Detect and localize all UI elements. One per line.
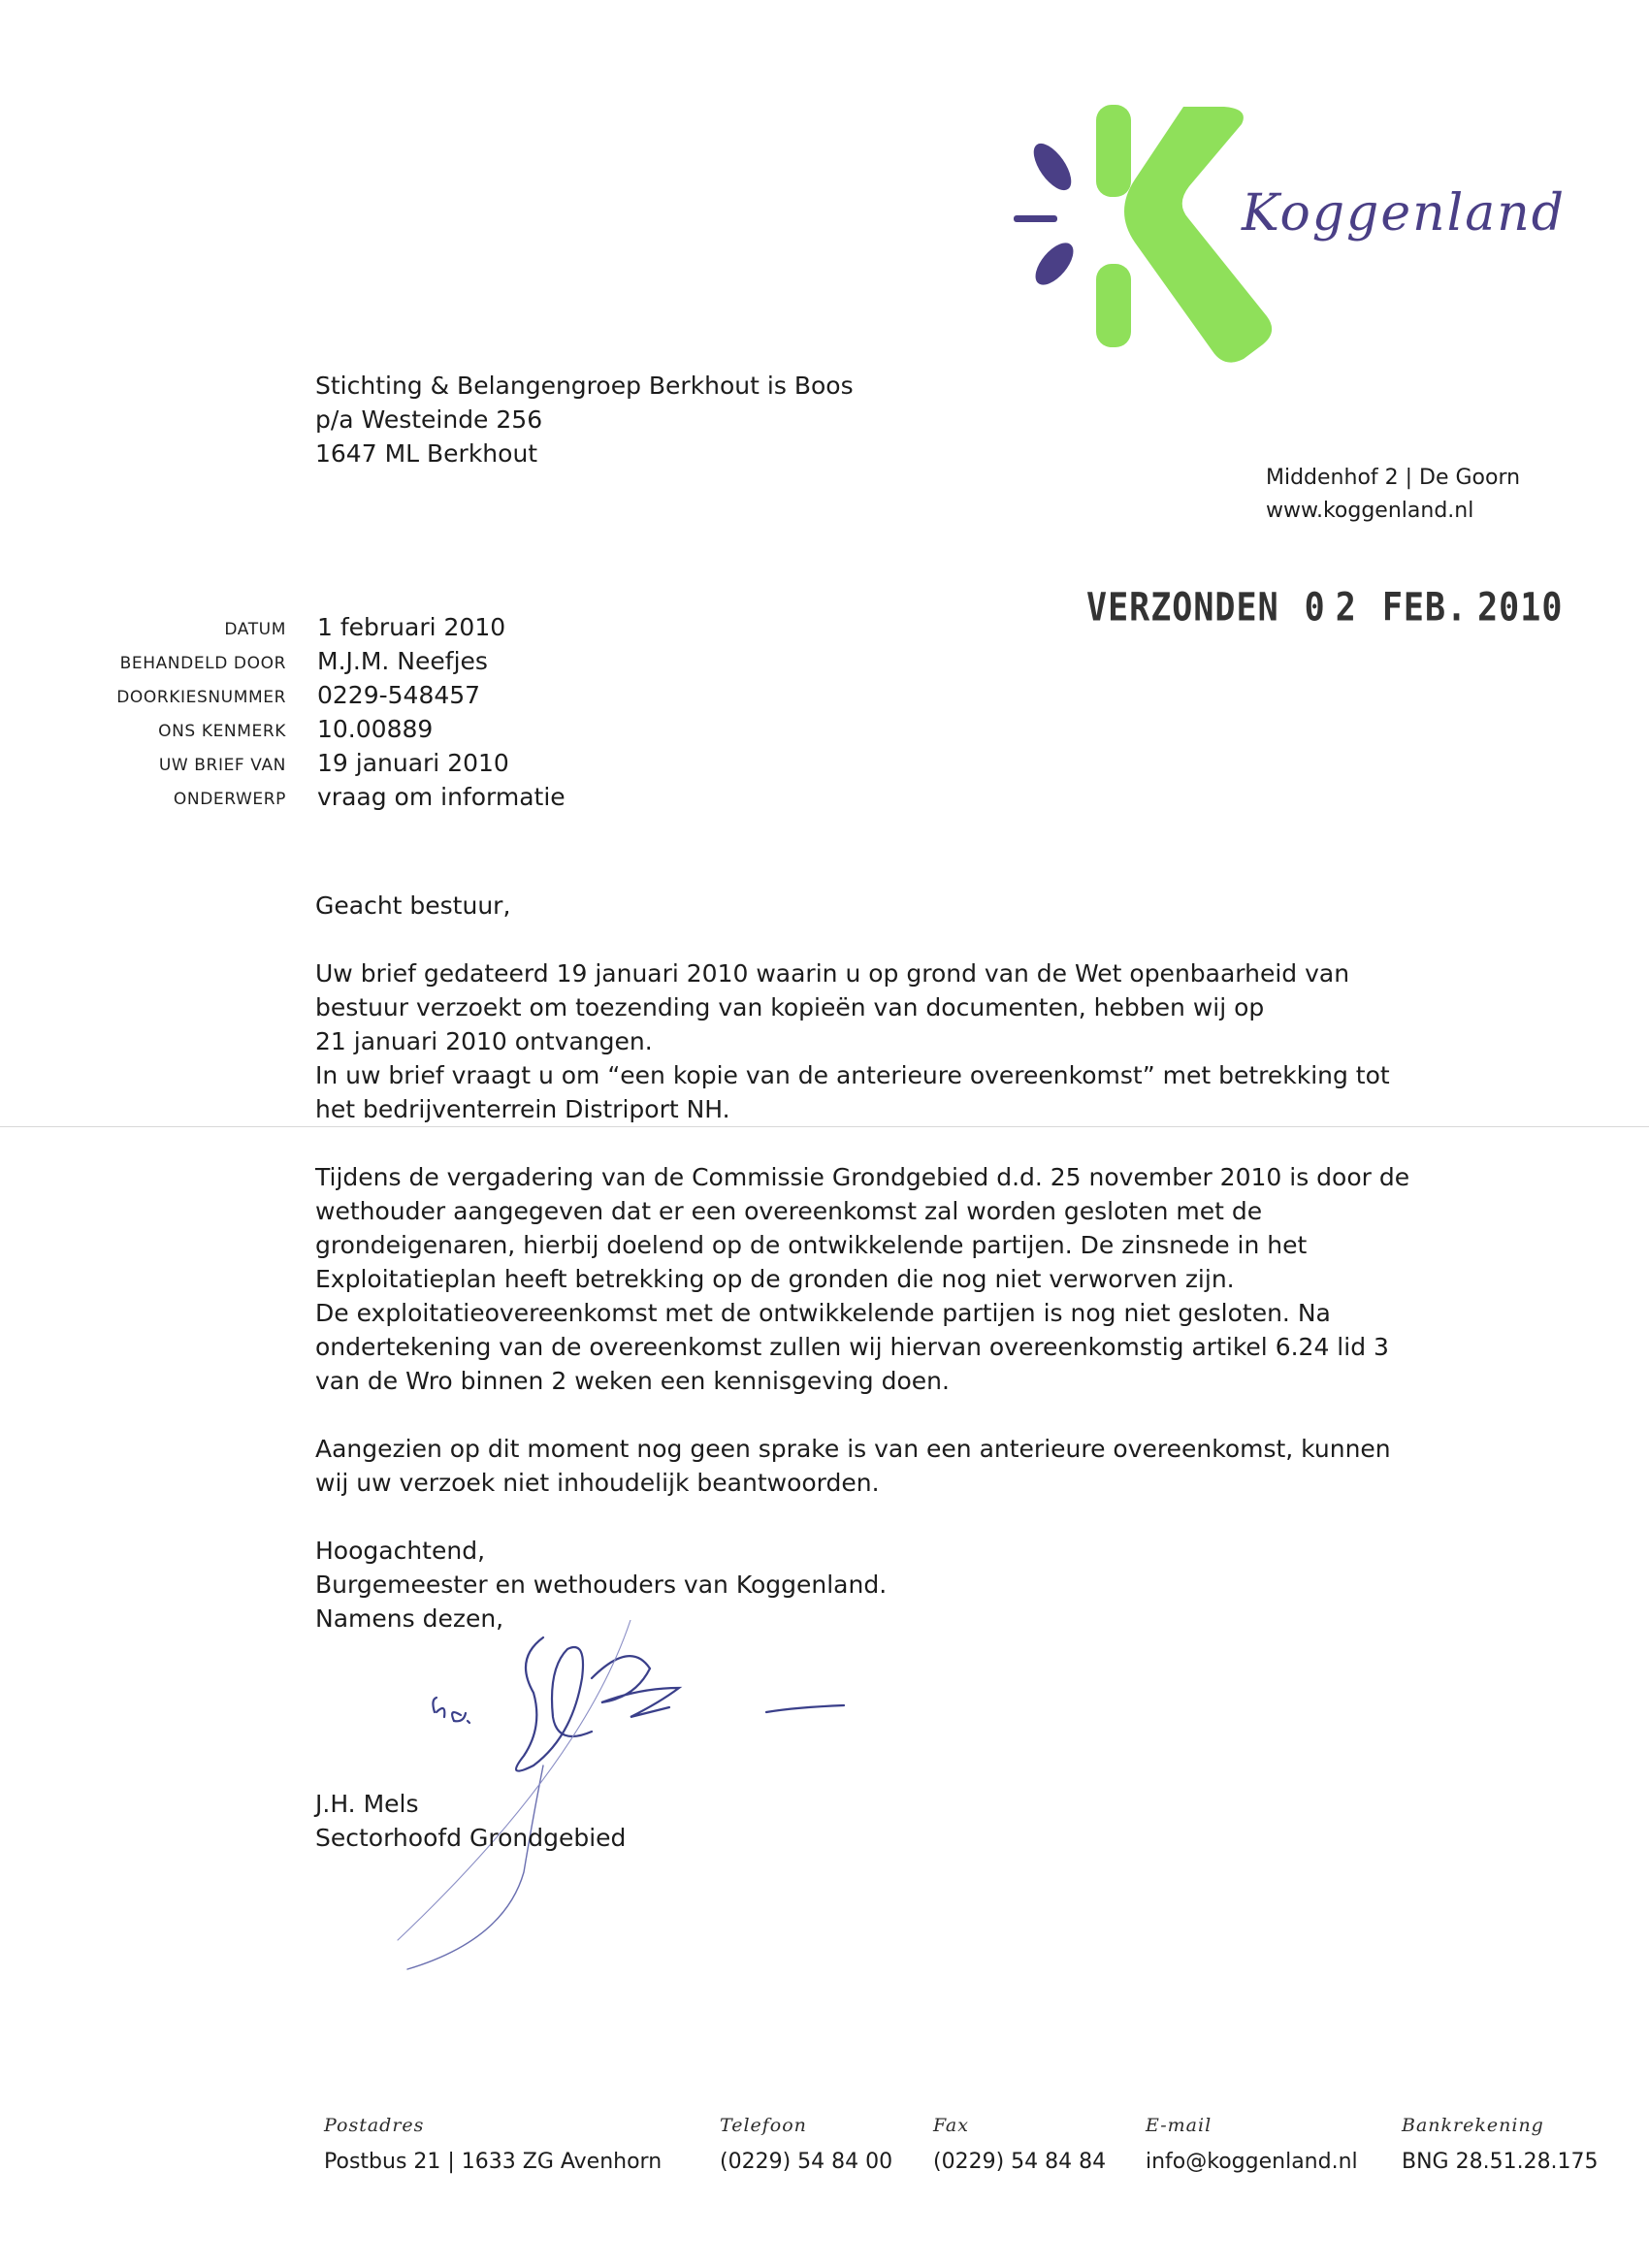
footer-value: BNG 28.51.28.175: [1402, 2150, 1599, 2174]
meta-label: ONDERWERP: [173, 790, 286, 809]
footer-label: Bankrekening: [1402, 2115, 1544, 2136]
addressee-line: Stichting & Belangengroep Berkhout is Boos: [315, 372, 854, 400]
meta-row: [0, 681, 970, 715]
brand-name: Koggenland: [1242, 184, 1567, 243]
meta-label: DOORKIESNUMMER: [116, 688, 286, 707]
footer-label: Fax: [933, 2115, 969, 2136]
meta-label: ONS KENMERK: [158, 722, 286, 741]
sender-address: Middenhof 2 | De Goorn: [1266, 466, 1521, 490]
closing-line: Burgemeester en wethouders van Koggenland.: [315, 1571, 888, 1599]
footer-column: [324, 2115, 662, 2174]
footer-value: Postbus 21 | 1633 ZG Avenhorn: [324, 2150, 663, 2174]
signer-title: Sectorhoofd Grondgebied: [315, 1824, 627, 1852]
footer-column: [1402, 2115, 1599, 2174]
signer-name: J.H. Mels: [315, 1790, 419, 1818]
meta-row: [0, 613, 970, 647]
meta-row: [0, 749, 970, 783]
body-line: Aangezien op dit moment nog geen sprake is van een anterieure overeenkomst, kunnen: [315, 1435, 1391, 1463]
letter-body: [315, 889, 1440, 1636]
footer-column: [720, 2115, 892, 2174]
body-line: De exploitatieovereenkomst met de ontwikkelende partijen is nog niet gesloten. Na: [315, 1299, 1331, 1327]
salutation: Geacht bestuur,: [315, 891, 511, 920]
body-line: Tijdens de vergadering van de Commissie Grondgebied d.d. 25 november 2010 is door de: [315, 1163, 1410, 1191]
koggenland-logo: [999, 97, 1591, 398]
stamp-month: FEB.: [1381, 586, 1469, 631]
meta-row: [0, 647, 970, 681]
signer-block: [315, 1787, 626, 1855]
meta-value: vraag om informatie: [317, 783, 566, 811]
scan-fold-line: [0, 1126, 1649, 1127]
footer-column: [1146, 2115, 1358, 2174]
meta-label: DATUM: [224, 620, 286, 639]
stamp-day-digit: 0: [1304, 586, 1326, 631]
stamp-day-digit: 2: [1335, 586, 1357, 631]
sender-block: [1266, 462, 1520, 528]
meta-value: 10.00889: [317, 715, 434, 743]
footer-label: E-mail: [1146, 2115, 1212, 2136]
body-line: bestuur verzoekt om toezending van kopieën van documenten, hebben wij op: [315, 993, 1265, 1021]
closing-line: Hoogachtend,: [315, 1537, 486, 1565]
addressee-line: p/a Westeinde 256: [315, 405, 543, 434]
sent-stamp: [1086, 586, 1572, 631]
meta-label: UW BRIEF VAN: [158, 756, 286, 775]
body-line: grondeigenaren, hierbij doelend op de ontwikkelende partijen. De zinsnede in het: [315, 1231, 1308, 1259]
meta-value: M.J.M. Neefjes: [317, 647, 488, 675]
meta-value: 19 januari 2010: [317, 749, 509, 777]
addressee-line: 1647 ML Berkhout: [315, 439, 538, 468]
body-line: Exploitatieplan heeft betrekking op de gronden die nog niet verworven zijn.: [315, 1265, 1235, 1293]
sender-website: www.koggenland.nl: [1266, 499, 1474, 523]
meta-label: BEHANDELD DOOR: [119, 654, 286, 673]
meta-value: 1 februari 2010: [317, 613, 506, 641]
body-line: wethouder aangegeven dat er een overeenkomst zal worden gesloten met de: [315, 1197, 1263, 1225]
footer-label: Postadres: [324, 2115, 425, 2136]
body-line: wij uw verzoek niet inhoudelijk beantwoorden.: [315, 1469, 880, 1497]
body-line: van de Wro binnen 2 weken een kennisgeving doen.: [315, 1367, 950, 1395]
meta-value: 0229-548457: [317, 681, 481, 709]
footer-value: (0229) 54 84 00: [720, 2150, 893, 2174]
stamp-year: 2010: [1477, 586, 1564, 631]
footer-column: [933, 2115, 1106, 2174]
body-line: ondertekening van de overeenkomst zullen wij hiervan overeenkomstig artikel 6.24 lid 3: [315, 1333, 1389, 1361]
footer-label: Telefoon: [720, 2115, 807, 2136]
body-line: het bedrijventerrein Distriport NH.: [315, 1095, 730, 1123]
meta-row: [0, 783, 970, 817]
body-line: 21 januari 2010 ontvangen.: [315, 1027, 653, 1055]
koggenland-k-icon: [999, 97, 1329, 398]
closing-line: Namens dezen,: [315, 1604, 504, 1633]
addressee-block: [315, 369, 854, 470]
meta-row: [0, 715, 970, 749]
footer-value: (0229) 54 84 84: [933, 2150, 1107, 2174]
body-line: Uw brief gedateerd 19 januari 2010 waarin u op grond van de Wet openbaarheid van: [315, 959, 1350, 988]
footer-value: info@koggenland.nl: [1146, 2150, 1358, 2174]
stamp-word: VERZONDEN: [1086, 586, 1279, 631]
body-line: In uw brief vraagt u om “een kopie van de anterieure overeenkomst” met betrekking tot: [315, 1061, 1390, 1089]
